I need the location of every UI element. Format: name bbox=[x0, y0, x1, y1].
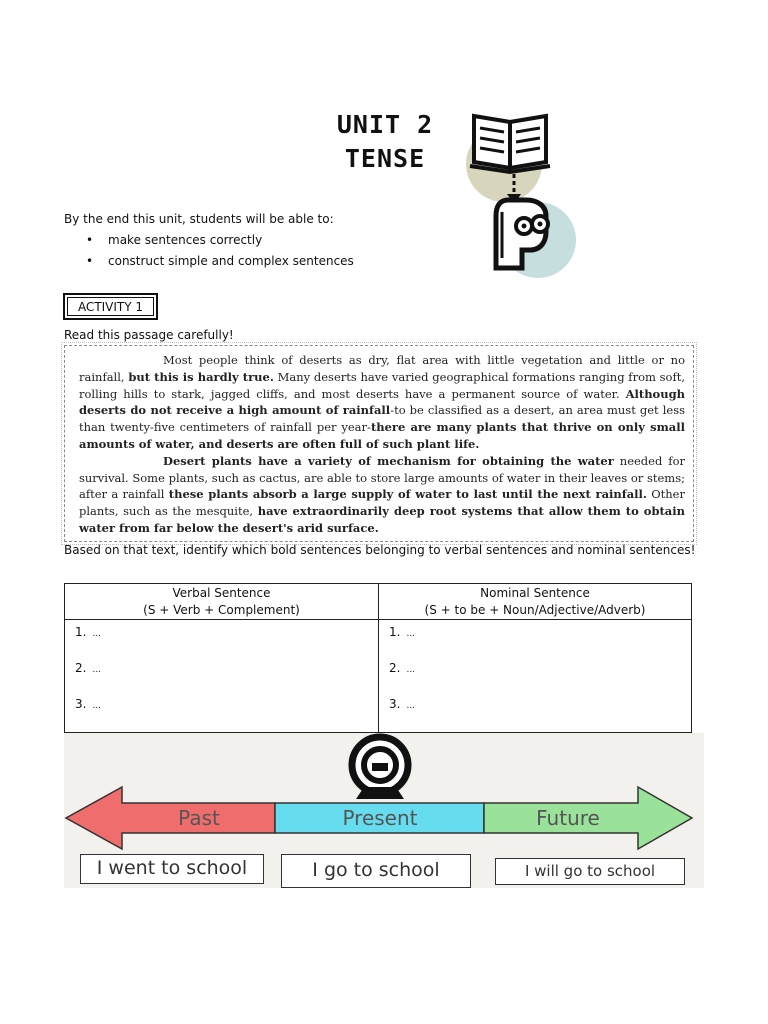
tense-timeline bbox=[64, 733, 704, 888]
header-formula: (S + Verb + Complement) bbox=[143, 602, 300, 617]
nominal-answer-cell[interactable] bbox=[379, 620, 692, 733]
header-formula: (S + to be + Noun/Adjective/Adverb) bbox=[424, 602, 646, 617]
verbal-header bbox=[65, 584, 379, 620]
passage-sentence: needed for survival. Some plants, such as cactus, are able to store large amounts of water in their leaves or stems; after a rainfall bbox=[79, 453, 685, 502]
unit-logo bbox=[462, 108, 582, 288]
present-label: Present bbox=[342, 806, 418, 830]
passage-sentence: Many deserts have varied geographical formations ranging from soft, rolling hills to stark, jagged cliffs, and most deserts have a permanent source of water. bbox=[79, 369, 686, 401]
objective-item: • construct simple and complex sentences bbox=[84, 252, 354, 273]
passage-paragraph bbox=[79, 352, 685, 453]
header-title: Verbal Sentence bbox=[172, 585, 271, 600]
table-row bbox=[65, 620, 692, 733]
nominal-header bbox=[379, 584, 692, 620]
answer-line: 1. ... bbox=[389, 625, 416, 639]
passage-sentence: Other plants, such as the mesquite, bbox=[79, 487, 685, 519]
answer-table bbox=[64, 583, 692, 733]
answer-line: 3. ... bbox=[75, 697, 102, 711]
answer-line: 2. ... bbox=[75, 661, 102, 675]
passage-bold-sentence: Although deserts do not receive a high amount of rainfall bbox=[79, 386, 685, 418]
passage-paragraph bbox=[79, 453, 685, 537]
unit-topic: TENSE bbox=[344, 144, 426, 173]
header-title: Nominal Sentence bbox=[480, 585, 590, 600]
passage-bold-sentence: these plants absorb a large supply of water to last until the next rainfall. bbox=[168, 487, 647, 502]
reading-passage bbox=[64, 345, 694, 542]
objective-list bbox=[84, 231, 354, 273]
objective-item: • make sentences correctly bbox=[84, 231, 354, 252]
table-header-row bbox=[65, 584, 692, 620]
passage-bold-sentence: Desert plants have a variety of mechanism for obtaining the water bbox=[163, 453, 614, 468]
past-label: Past bbox=[178, 806, 220, 830]
answer-line: 2. ... bbox=[389, 661, 416, 675]
passage-sentence: Most people think of deserts as dry, flat area with little vegetation and little or no rainfall, bbox=[79, 353, 685, 384]
passage-bold-sentence: there are many plants that thrive on only small amounts of water, and deserts are often full of such plant life. bbox=[79, 420, 685, 451]
instruction-text: Read this passage carefully! bbox=[64, 328, 234, 342]
passage-bold-sentence: but this is hardly true. bbox=[128, 369, 274, 384]
verbal-answer-cell[interactable] bbox=[65, 620, 379, 733]
future-example: I will go to school bbox=[495, 858, 685, 885]
future-label: Future bbox=[536, 806, 600, 830]
clock-icon bbox=[352, 737, 408, 799]
open-book-icon bbox=[470, 116, 550, 172]
activity-badge bbox=[63, 293, 158, 320]
unit-title bbox=[310, 108, 460, 176]
past-example: I went to school bbox=[80, 854, 264, 884]
present-example: I go to school bbox=[281, 854, 471, 888]
question-text: Based on that text, identify which bold sentences belonging to verbal sentences and nominal sentences! bbox=[64, 543, 696, 557]
passage-bold-sentence: have extraordinarily deep root systems that allow them to obtain water from far below the desert's arid surface. bbox=[79, 504, 685, 535]
passage-sentence: -to be classified as a desert, an area must get less than twenty-five centimeters of rainfall per year- bbox=[79, 403, 685, 435]
answer-line: 1. ... bbox=[75, 625, 102, 639]
answer-line: 3. ... bbox=[389, 697, 416, 711]
unit-number: UNIT 2 bbox=[336, 110, 434, 139]
activity-label: ACTIVITY 1 bbox=[67, 297, 154, 316]
intro-text: By the end this unit, students will be able to: bbox=[64, 212, 334, 226]
